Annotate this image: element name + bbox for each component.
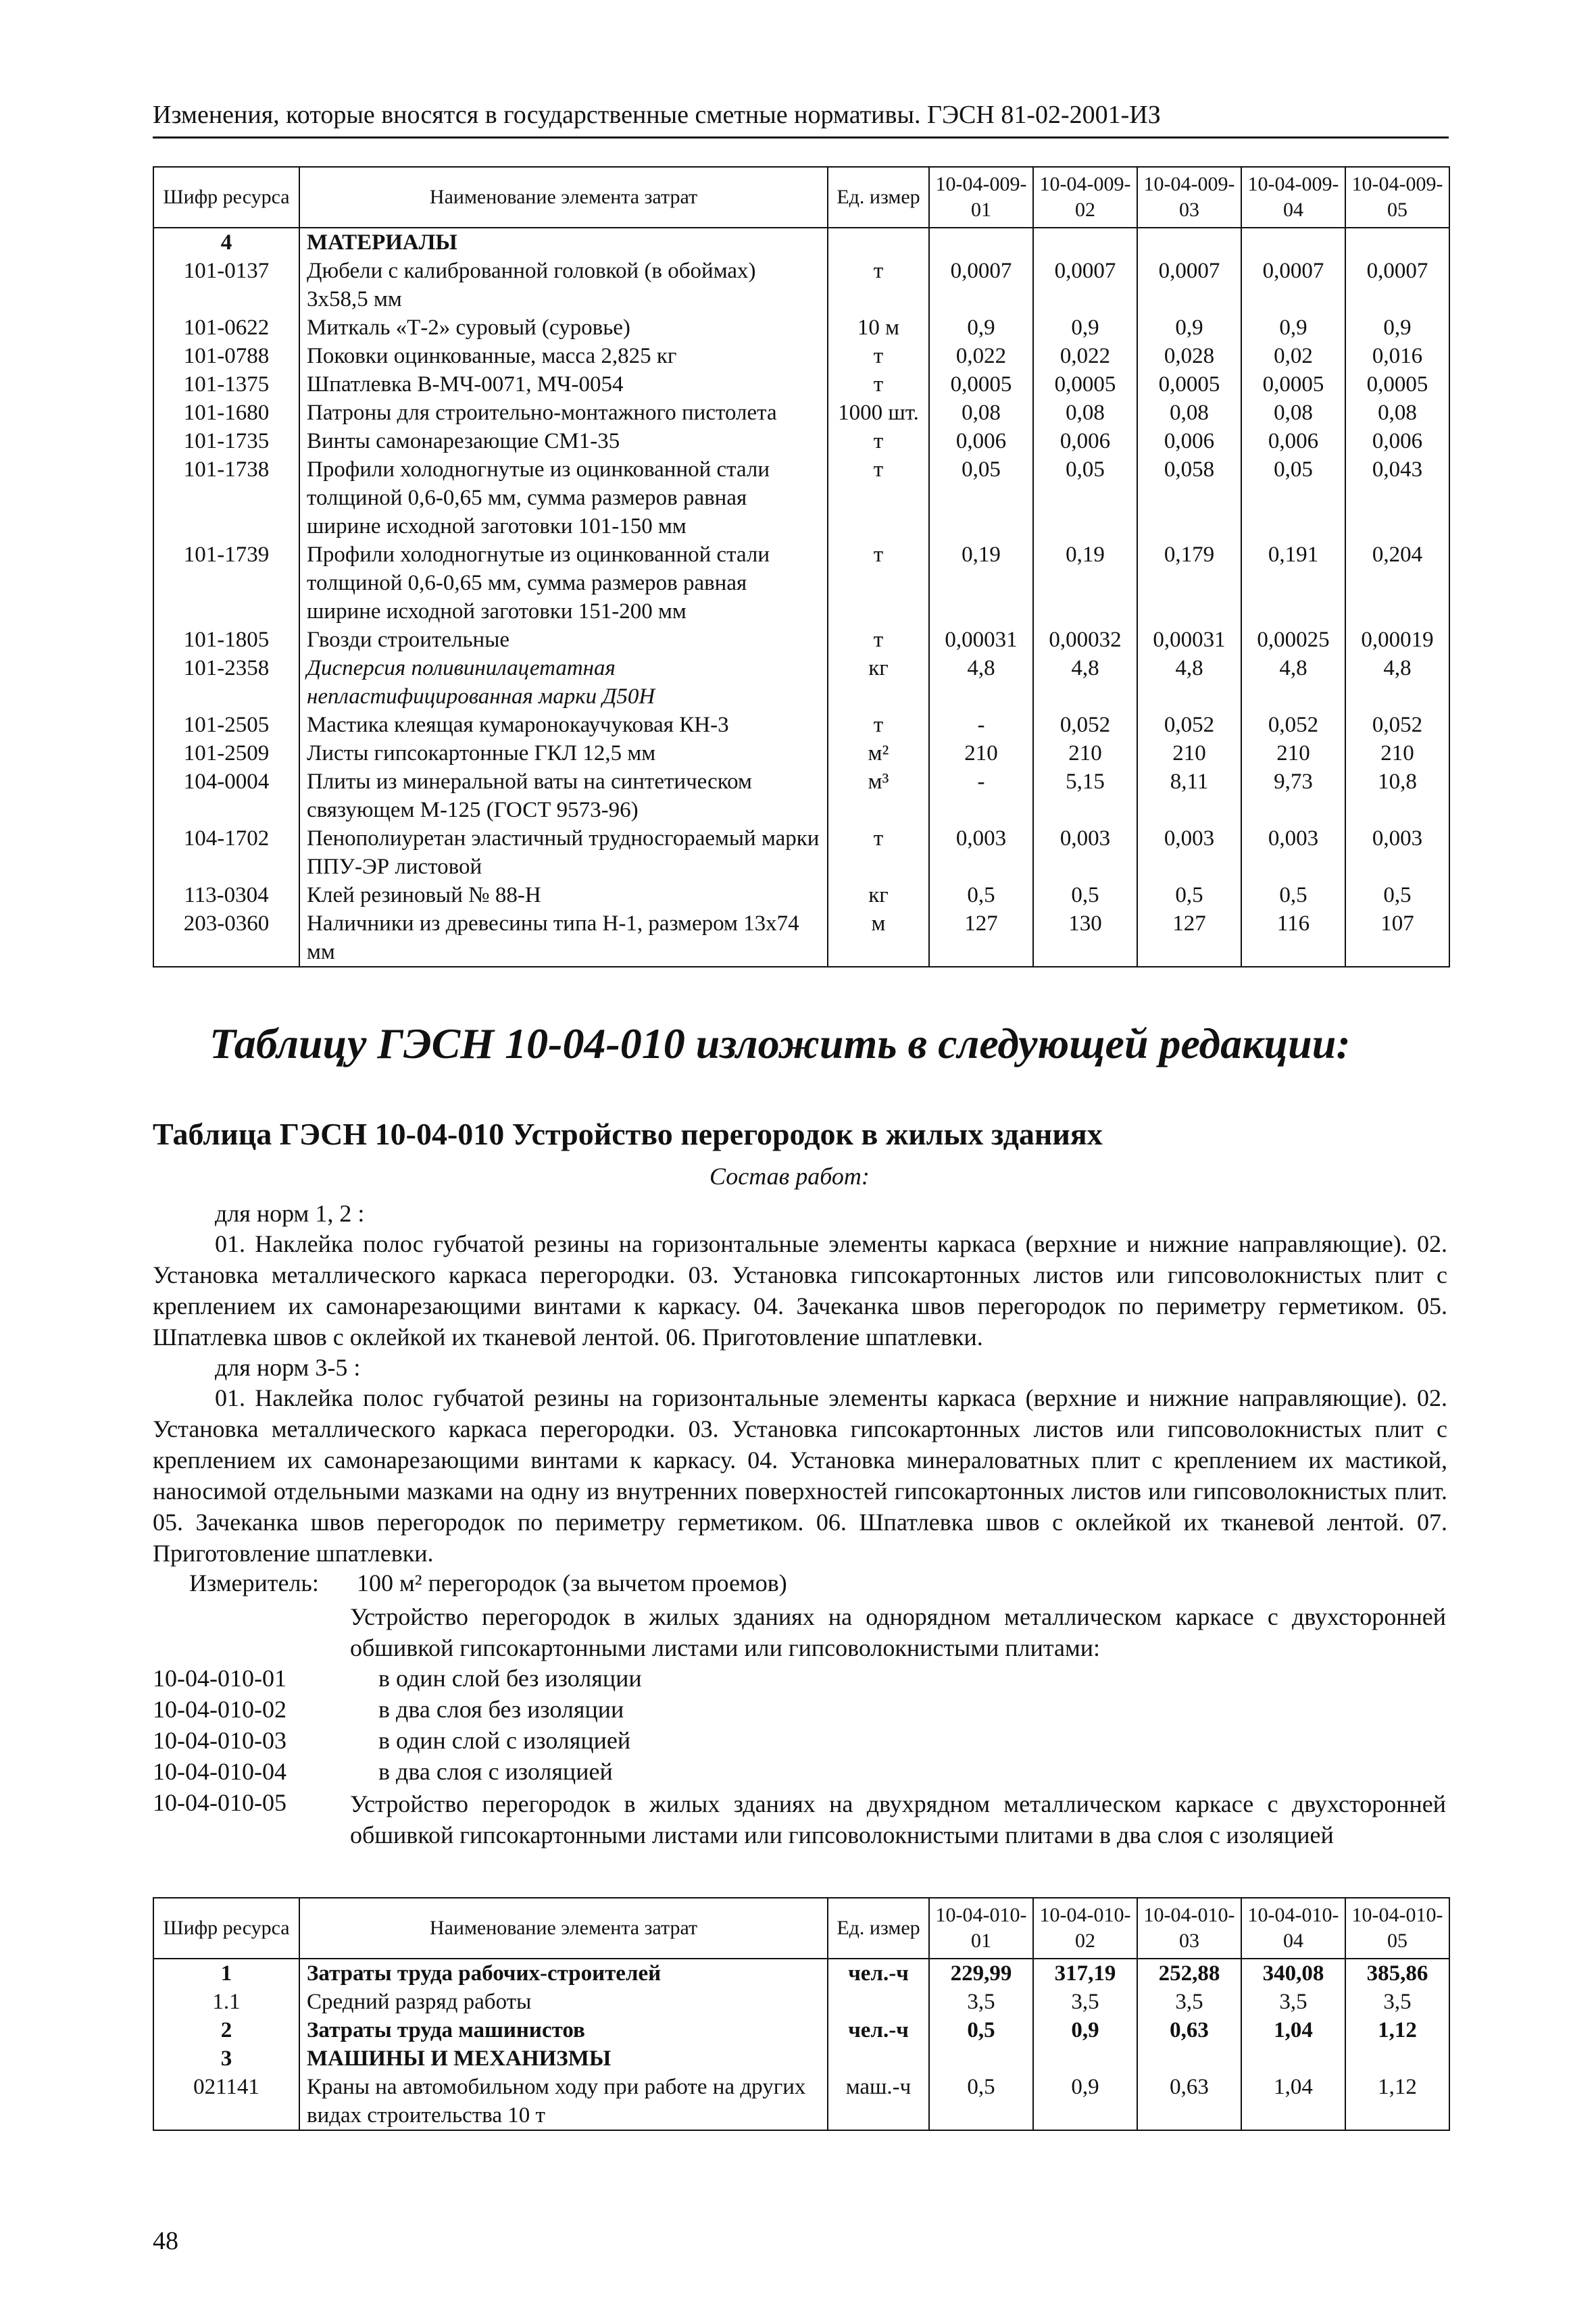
table-header-row [153, 167, 1449, 228]
value-cell: 0,016 [1345, 342, 1449, 370]
resource-name-cell: Миткаль «Т-2» суровый (суровье) [299, 313, 828, 342]
value-cell: 4,8 [1137, 654, 1241, 711]
resource-name-cell: Средний разряд работы [299, 1988, 828, 2016]
value-cell: 0,02 [1241, 342, 1345, 370]
resource-name-cell: Краны на автомобильном ходу при работе на других видах строительства 10 т [299, 2073, 828, 2130]
column-header: 10-04-009-03 [1137, 167, 1241, 228]
amendment-heading: Таблицу ГЭСН 10-04-010 изложить в следующей редакции: [209, 1020, 1351, 1067]
table-row [153, 711, 1449, 739]
unit-cell: 1000 шт. [828, 399, 929, 427]
value-cell: 0,9 [929, 313, 1033, 342]
resource-code-cell: 104-0004 [153, 768, 299, 824]
table-row [153, 1959, 1449, 1988]
value-cell: 210 [1033, 739, 1137, 768]
resource-code-cell: 101-1735 [153, 427, 299, 455]
value-cell: 116 [1241, 909, 1345, 967]
value-cell: 317,19 [1033, 1959, 1137, 1988]
value-cell: 210 [1137, 739, 1241, 768]
column-header: Шифр ресурса [153, 167, 299, 228]
unit-cell: м³ [828, 768, 929, 824]
column-header: 10-04-009-02 [1033, 167, 1137, 228]
value-cell: 0,0005 [929, 370, 1033, 399]
value-cell: 210 [1241, 739, 1345, 768]
resource-code-cell: 101-2505 [153, 711, 299, 739]
value-cell: 0,006 [1033, 427, 1137, 455]
resource-name-cell: Затраты труда машинистов [299, 2016, 828, 2044]
value-cell: 0,5 [1345, 881, 1449, 909]
resource-name-cell: Клей резиновый № 88-Н [299, 881, 828, 909]
header-rule [153, 136, 1449, 139]
unit-cell: т [828, 370, 929, 399]
resource-name-cell: Листы гипсокартонные ГКЛ 12,5 мм [299, 739, 828, 768]
norm-description: в один слой с изоляцией [378, 1727, 631, 1754]
norms-1-2-text: 01. Наклейка полос губчатой резины на горизонтальные элементы каркаса (верхние и нижние направляющие). 02. Установка металлического каркаса перегородки. 03. Установка гипсокартонных листов или гипсоволокнистых плит с креплением их самонарезающими винтами к каркасу. 04. Зачеканка швов перегородок по периметру герметиком. 05. Шпатлевка швов с оклейкой их тканевой лентой. 06. Приготовление шпатлевки. [153, 1230, 1447, 1351]
resource-code-cell: 1 [153, 1959, 299, 1988]
column-header: Наименование элемента затрат [299, 1898, 828, 1959]
unit-cell: т [828, 824, 929, 881]
unit-cell: м [828, 909, 929, 967]
resource-name-cell: Профили холодногнутые из оцинкованной стали толщиной 0,6-0,65 мм, сумма размеров равная ширине исходной заготовки 151-200 мм [299, 540, 828, 626]
value-cell: 10,8 [1345, 768, 1449, 824]
value-cell: 3,5 [1033, 1988, 1137, 2016]
column-header: 10-04-009-04 [1241, 167, 1345, 228]
table-header-row [153, 1898, 1449, 1959]
value-cell [929, 228, 1033, 257]
value-cell [1345, 2044, 1449, 2073]
resource-name-cell: Затраты труда рабочих-строителей [299, 1959, 828, 1988]
value-cell: 127 [929, 909, 1033, 967]
resources-table-009 [153, 166, 1450, 967]
unit-cell: т [828, 540, 929, 626]
value-cell [1137, 2044, 1241, 2073]
value-cell: 0,5 [1033, 881, 1137, 909]
table-row [153, 399, 1449, 427]
value-cell: 0,00032 [1033, 626, 1137, 654]
value-cell: 4,8 [1345, 654, 1449, 711]
value-cell: 0,9 [1033, 2016, 1137, 2044]
value-cell: 210 [1345, 739, 1449, 768]
value-cell: 0,05 [929, 455, 1033, 540]
norm-code: 10-04-010-03 [153, 1727, 286, 1754]
value-cell: 0,19 [929, 540, 1033, 626]
value-cell: 0,006 [1241, 427, 1345, 455]
column-header: Ед. измер [828, 167, 929, 228]
table-row [153, 540, 1449, 626]
resource-name-cell: Профили холодногнутые из оцинкованной стали толщиной 0,6-0,65 мм, сумма размеров равная ширине исходной заготовки 101-150 мм [299, 455, 828, 540]
norms-1-2-label: для норм 1, 2 : [215, 1200, 365, 1227]
unit-cell [828, 228, 929, 257]
unit-cell: маш.-ч [828, 2073, 929, 2130]
norm-code: 10-04-010-05 [153, 1789, 286, 1816]
resource-code-cell: 101-1680 [153, 399, 299, 427]
resource-name-cell: МАШИНЫ И МЕХАНИЗМЫ [299, 2044, 828, 2073]
value-cell: 0,9 [1345, 313, 1449, 342]
value-cell: 0,003 [929, 824, 1033, 881]
value-cell: - [929, 768, 1033, 824]
value-cell: 252,88 [1137, 1959, 1241, 1988]
resource-code-cell: 101-1805 [153, 626, 299, 654]
norm-description: в один слой без изоляции [378, 1665, 642, 1692]
value-cell: 0,0005 [1033, 370, 1137, 399]
page-number: 48 [153, 2227, 178, 2255]
table-row [153, 2016, 1449, 2044]
table-row [153, 342, 1449, 370]
value-cell: 0,5 [929, 2016, 1033, 2044]
resource-name-cell: Шпатлевка В-МЧ-0071, МЧ-0054 [299, 370, 828, 399]
value-cell: 0,003 [1137, 824, 1241, 881]
value-cell: 0,0007 [1241, 257, 1345, 313]
value-cell: 1,12 [1345, 2016, 1449, 2044]
value-cell: 0,0007 [1345, 257, 1449, 313]
value-cell: 8,11 [1137, 768, 1241, 824]
value-cell: 0,058 [1137, 455, 1241, 540]
value-cell: 0,0007 [1137, 257, 1241, 313]
value-cell [1137, 228, 1241, 257]
resource-code-cell: 021141 [153, 2073, 299, 2130]
value-cell: 0,5 [1137, 881, 1241, 909]
value-cell: 3,5 [1137, 1988, 1241, 2016]
value-cell: 127 [1137, 909, 1241, 967]
value-cell: 0,0005 [1137, 370, 1241, 399]
value-cell: 0,08 [1241, 399, 1345, 427]
value-cell: 0,05 [1241, 455, 1345, 540]
unit-cell [828, 1988, 929, 2016]
table-row [153, 881, 1449, 909]
value-cell: 1,12 [1345, 2073, 1449, 2130]
resource-code-cell: 113-0304 [153, 881, 299, 909]
value-cell: 0,9 [1033, 2073, 1137, 2130]
resource-code-cell: 101-1375 [153, 370, 299, 399]
value-cell: 0,05 [1033, 455, 1137, 540]
norm-description: в два слоя с изоляцией [378, 1758, 613, 1785]
resource-code-cell: 1.1 [153, 1988, 299, 2016]
value-cell: 0,028 [1137, 342, 1241, 370]
value-cell: 4,8 [929, 654, 1033, 711]
value-cell: 3,5 [1241, 1988, 1345, 2016]
column-header: Ед. измер [828, 1898, 929, 1959]
value-cell: 0,022 [929, 342, 1033, 370]
column-header: Наименование элемента затрат [299, 167, 828, 228]
value-cell: 0,5 [1241, 881, 1345, 909]
value-cell: 0,191 [1241, 540, 1345, 626]
table-row [153, 2073, 1449, 2130]
value-cell: 0,052 [1033, 711, 1137, 739]
value-cell: 0,08 [929, 399, 1033, 427]
unit-cell: т [828, 711, 929, 739]
value-cell: 0,00025 [1241, 626, 1345, 654]
table-row [153, 228, 1449, 257]
resource-code-cell: 101-1739 [153, 540, 299, 626]
value-cell [929, 2044, 1033, 2073]
table-row [153, 427, 1449, 455]
table-row [153, 739, 1449, 768]
value-cell: 9,73 [1241, 768, 1345, 824]
resource-name-cell: МАТЕРИАЛЫ [299, 228, 828, 257]
norm-intro-double-frame: Устройство перегородок в жилых зданиях на двухрядном металлическом каркасе с двухсторонней обшивкой гипсокартонными листами или гипсоволокнистыми плитами в два слоя с изоляцией [350, 1790, 1446, 1848]
unit-cell: т [828, 626, 929, 654]
value-cell [1241, 2044, 1345, 2073]
value-cell: 0,00031 [1137, 626, 1241, 654]
resource-name-cell: Дисперсия поливинилацетатная непластифицированная марки Д50Н [299, 654, 828, 711]
value-cell: 0,00031 [929, 626, 1033, 654]
value-cell: 0,006 [1345, 427, 1449, 455]
value-cell: 1,04 [1241, 2073, 1345, 2130]
value-cell: 0,0007 [1033, 257, 1137, 313]
value-cell: 130 [1033, 909, 1137, 967]
value-cell: 4,8 [1033, 654, 1137, 711]
value-cell: 0,003 [1033, 824, 1137, 881]
table-row [153, 455, 1449, 540]
value-cell: 0,003 [1241, 824, 1345, 881]
value-cell: 0,08 [1033, 399, 1137, 427]
unit-cell: чел.-ч [828, 2016, 929, 2044]
resource-code-cell: 101-2509 [153, 739, 299, 768]
resource-name-cell: Дюбели с калиброванной головкой (в обоймах) 3х58,5 мм [299, 257, 828, 313]
norm-code: 10-04-010-04 [153, 1758, 286, 1785]
value-cell: 0,63 [1137, 2016, 1241, 2044]
value-cell: 0,0007 [929, 257, 1033, 313]
resources-table-010 [153, 1897, 1450, 2131]
value-cell: 0,9 [1241, 313, 1345, 342]
resource-name-cell: Гвозди строительные [299, 626, 828, 654]
table-row [153, 654, 1449, 711]
table-title: Таблица ГЭСН 10-04-010 Устройство перегородок в жилых зданиях [153, 1117, 1103, 1151]
value-cell: 0,5 [929, 2073, 1033, 2130]
column-header: 10-04-010-03 [1137, 1898, 1241, 1959]
column-header: Шифр ресурса [153, 1898, 299, 1959]
table-row [153, 257, 1449, 313]
value-cell: 3,5 [929, 1988, 1033, 2016]
running-header: Изменения, которые вносятся в государственные сметные нормативы. ГЭСН 81-02-2001-ИЗ [153, 101, 1161, 129]
norm-code: 10-04-010-02 [153, 1696, 286, 1723]
value-cell: 5,15 [1033, 768, 1137, 824]
value-cell: 0,5 [929, 881, 1033, 909]
resource-code-cell: 101-0137 [153, 257, 299, 313]
value-cell: 0,003 [1345, 824, 1449, 881]
value-cell [1033, 228, 1137, 257]
value-cell: 0,006 [1137, 427, 1241, 455]
unit-cell: т [828, 427, 929, 455]
resource-name-cell: Патроны для строительно-монтажного пистолета [299, 399, 828, 427]
table-row [153, 1988, 1449, 2016]
table-row [153, 768, 1449, 824]
value-cell: 4,8 [1241, 654, 1345, 711]
column-header: 10-04-009-05 [1345, 167, 1449, 228]
unit-cell: кг [828, 654, 929, 711]
unit-cell: т [828, 342, 929, 370]
value-cell: - [929, 711, 1033, 739]
resource-name-cell: Пенополиуретан эластичный трудносгораемый марки ППУ-ЭР листовой [299, 824, 828, 881]
value-cell: 0,006 [929, 427, 1033, 455]
resource-name-cell: Наличники из древесины типа Н-1, размером 13х74 мм [299, 909, 828, 967]
unit-cell: м² [828, 739, 929, 768]
value-cell [1033, 2044, 1137, 2073]
unit-cell: т [828, 455, 929, 540]
value-cell: 0,00019 [1345, 626, 1449, 654]
column-header: 10-04-010-02 [1033, 1898, 1137, 1959]
resource-code-cell: 104-1702 [153, 824, 299, 881]
resource-name-cell: Мастика клеящая кумаронокаучуковая КН-3 [299, 711, 828, 739]
value-cell [1345, 228, 1449, 257]
value-cell: 385,86 [1345, 1959, 1449, 1988]
value-cell: 0,052 [1241, 711, 1345, 739]
value-cell: 0,043 [1345, 455, 1449, 540]
norm-description: в два слоя без изоляции [378, 1696, 624, 1723]
unit-cell: кг [828, 881, 929, 909]
resource-code-cell: 203-0360 [153, 909, 299, 967]
value-cell: 0,08 [1345, 399, 1449, 427]
resource-code-cell: 2 [153, 2016, 299, 2044]
value-cell: 3,5 [1345, 1988, 1449, 2016]
norms-3-5-label: для норм 3-5 : [215, 1354, 361, 1381]
unit-cell: т [828, 257, 929, 313]
value-cell: 0,9 [1137, 313, 1241, 342]
resource-name-cell: Плиты из минеральной ваты на синтетическом связующем М-125 (ГОСТ 9573-96) [299, 768, 828, 824]
table-row [153, 2044, 1449, 2073]
meter-label: Измеритель: [189, 1569, 319, 1596]
value-cell: 0,19 [1033, 540, 1137, 626]
table-row [153, 313, 1449, 342]
value-cell: 0,179 [1137, 540, 1241, 626]
value-cell: 229,99 [929, 1959, 1033, 1988]
value-cell: 0,052 [1345, 711, 1449, 739]
work-composition-label: Состав работ: [709, 1163, 870, 1190]
norms-3-5-text: 01. Наклейка полос губчатой резины на горизонтальные элементы каркаса (верхние и нижние направляющие). 02. Установка металлического каркаса перегородки. 03. Установка гипсокартонных листов или гипсоволокнистых плит с креплением их самонарезающими винтами к каркасу. 04. Установка минераловатных плит с креплением их мастикой, наносимой отдельными мазками на одну из внутренних поверхностей гипсокартонных листов или гипсоволокнистых плит. 05. Зачеканка швов перегородок по периметру герметиком. 06. Шпатлевка швов с оклейкой их тканевой лентой. 07. Приготовление шпатлевки. [153, 1384, 1447, 1567]
resource-code-cell: 101-2358 [153, 654, 299, 711]
value-cell: 0,9 [1033, 313, 1137, 342]
resource-code-cell: 101-0788 [153, 342, 299, 370]
unit-cell [828, 2044, 929, 2073]
value-cell: 340,08 [1241, 1959, 1345, 1988]
value-cell: 0,022 [1033, 342, 1137, 370]
norm-intro-single-frame: Устройство перегородок в жилых зданиях на однорядном металлическом каркасе с двухсторонней обшивкой гипсокартонными листами или гипсоволокнистыми плитами: [350, 1603, 1446, 1661]
table-row [153, 824, 1449, 881]
value-cell: 210 [929, 739, 1033, 768]
norm-code: 10-04-010-01 [153, 1665, 286, 1692]
value-cell: 0,052 [1137, 711, 1241, 739]
resource-code-cell: 4 [153, 228, 299, 257]
table-row [153, 909, 1449, 967]
resource-name-cell: Винты самонарезающие СМ1-35 [299, 427, 828, 455]
value-cell: 0,08 [1137, 399, 1241, 427]
table-row [153, 626, 1449, 654]
column-header: 10-04-010-04 [1241, 1898, 1345, 1959]
column-header: 10-04-010-01 [929, 1898, 1033, 1959]
value-cell: 107 [1345, 909, 1449, 967]
value-cell: 1,04 [1241, 2016, 1345, 2044]
resource-code-cell: 3 [153, 2044, 299, 2073]
table-row [153, 370, 1449, 399]
resource-code-cell: 101-0622 [153, 313, 299, 342]
resource-name-cell: Поковки оцинкованные, масса 2,825 кг [299, 342, 828, 370]
unit-cell: 10 м [828, 313, 929, 342]
value-cell: 0,63 [1137, 2073, 1241, 2130]
resource-code-cell: 101-1738 [153, 455, 299, 540]
column-header: 10-04-009-01 [929, 167, 1033, 228]
value-cell [1241, 228, 1345, 257]
meter-value: 100 м² перегородок (за вычетом проемов) [357, 1569, 787, 1596]
unit-cell: чел.-ч [828, 1959, 929, 1988]
value-cell: 0,0005 [1241, 370, 1345, 399]
value-cell: 0,204 [1345, 540, 1449, 626]
value-cell: 0,0005 [1345, 370, 1449, 399]
column-header: 10-04-010-05 [1345, 1898, 1449, 1959]
